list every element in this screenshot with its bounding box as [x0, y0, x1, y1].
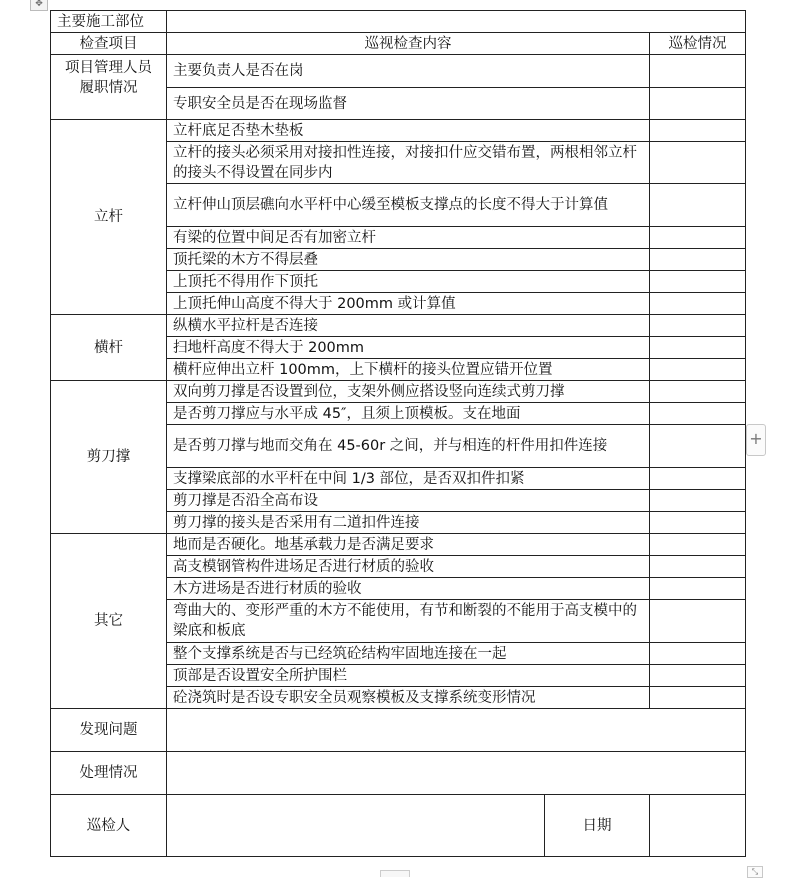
result-cell[interactable]	[650, 271, 746, 293]
table-row	[51, 120, 746, 142]
result-cell[interactable]	[650, 55, 746, 88]
problems-label: 发现问题	[51, 709, 167, 752]
check-item: 纵横水平拉杆是否连接	[167, 315, 650, 337]
problems-row	[51, 709, 746, 752]
title-label: 主要施工部位	[51, 11, 167, 33]
check-item: 支撑梁底部的水平杆在中间 1/3 部位，是否双扣件扣紧	[167, 468, 650, 490]
result-cell[interactable]	[650, 534, 746, 556]
inspection-table	[50, 10, 746, 857]
result-cell[interactable]	[650, 425, 746, 468]
result-cell[interactable]	[650, 468, 746, 490]
handling-label: 处理情况	[51, 752, 167, 795]
check-item: 立杆底足否垫木垫板	[167, 120, 650, 142]
table-row	[51, 55, 746, 88]
result-cell[interactable]	[650, 687, 746, 709]
result-cell[interactable]	[650, 88, 746, 120]
result-cell[interactable]	[650, 556, 746, 578]
check-item: 双向剪刀撑是否设置到位，支架外侧应搭设竖向连续式剪刀撑	[167, 381, 650, 403]
check-item: 是否剪刀撑应与水平成 45″，且须上顶模板。支在地面	[167, 403, 650, 425]
check-item: 剪刀撑的接头是否采用有二道扣件连接	[167, 512, 650, 534]
result-cell[interactable]	[650, 512, 746, 534]
check-item: 上顶托伸山高度不得大于 200mm 或计算值	[167, 293, 650, 315]
check-item: 横杆应伸出立杆 100mm，上下横杆的接头位置应错开位置	[167, 359, 650, 381]
result-cell[interactable]	[650, 184, 746, 227]
result-cell[interactable]	[650, 293, 746, 315]
title-row	[51, 11, 746, 33]
date-field[interactable]	[650, 795, 746, 857]
result-cell[interactable]	[650, 643, 746, 665]
result-cell[interactable]	[650, 120, 746, 142]
check-item: 地而是否硬化。地基承载力是否满足要求	[167, 534, 650, 556]
category-other: 其它	[51, 534, 167, 709]
table-row	[51, 315, 746, 337]
result-cell[interactable]	[650, 600, 746, 643]
check-item: 剪刀撑是否沿全高布设	[167, 490, 650, 512]
result-cell[interactable]	[650, 142, 746, 184]
check-item: 砼浇筑时是否设专职安全员观察模板及支撑系统变形情况	[167, 687, 650, 709]
check-item: 立杆的接头必须采用对接扣性连接，对接扣什应交错布置，两根相邻立杆的接头不得设置在同步内	[167, 142, 650, 184]
check-item: 木方进场是否进行材质的验收	[167, 578, 650, 600]
check-item: 整个支撑系统是否与已经筑砼结构牢固地连接在一起	[167, 643, 650, 665]
check-item: 有梁的位置中间足否有加密立杆	[167, 227, 650, 249]
result-cell[interactable]	[650, 578, 746, 600]
problems-field[interactable]	[167, 709, 746, 752]
category-management: 项目管理人员 履职情况	[51, 55, 167, 120]
header-row	[51, 33, 746, 55]
check-item: 弯曲大的、变形严重的木方不能使用，有节和断裂的不能用于高支模中的梁底和板底	[167, 600, 650, 643]
category-horizontal-bar: 横杆	[51, 315, 167, 381]
header-item: 检查项目	[51, 33, 167, 55]
table-row	[51, 534, 746, 556]
header-content: 巡视检查内容	[167, 33, 650, 55]
check-item: 高支模钢管构件进场足否进行材质的验收	[167, 556, 650, 578]
result-cell[interactable]	[650, 227, 746, 249]
result-cell[interactable]	[650, 249, 746, 271]
check-item: 主要负责人是否在岗	[167, 55, 650, 88]
inspector-label: 巡检人	[51, 795, 167, 857]
check-item: 顶托梁的木方不得层叠	[167, 249, 650, 271]
table-row	[51, 381, 746, 403]
result-cell[interactable]	[650, 381, 746, 403]
inspector-field[interactable]	[167, 795, 545, 857]
result-cell[interactable]	[650, 403, 746, 425]
date-label: 日期	[545, 795, 650, 857]
check-item: 顶部是否设置安全所护围栏	[167, 665, 650, 687]
category-vertical-pole: 立杆	[51, 120, 167, 315]
check-item: 专职安全员是否在现场监督	[167, 88, 650, 120]
check-item: 上顶托不得用作下顶托	[167, 271, 650, 293]
inspector-row	[51, 795, 746, 857]
check-item: 扫地杆高度不得大于 200mm	[167, 337, 650, 359]
header-result: 巡检情况	[650, 33, 746, 55]
check-item: 立杆伸山顶层礁向水平杆中心缓至模板支撑点的长度不得大于计算值	[167, 184, 650, 227]
title-value-cell[interactable]	[167, 11, 746, 33]
resize-corner-icon[interactable]: ⤡	[747, 866, 763, 878]
add-row-button[interactable]: +	[746, 424, 766, 456]
result-cell[interactable]	[650, 315, 746, 337]
table-move-handle[interactable]: ✥	[30, 0, 48, 11]
result-cell[interactable]	[650, 337, 746, 359]
result-cell[interactable]	[650, 490, 746, 512]
handling-field[interactable]	[167, 752, 746, 795]
category-scissor-brace: 剪刀撑	[51, 381, 167, 534]
result-cell[interactable]	[650, 665, 746, 687]
handling-row	[51, 752, 746, 795]
check-item: 是否剪刀撑与地而交角在 45-60r 之间，并与相连的杆件用扣件连接	[167, 425, 650, 468]
result-cell[interactable]	[650, 359, 746, 381]
